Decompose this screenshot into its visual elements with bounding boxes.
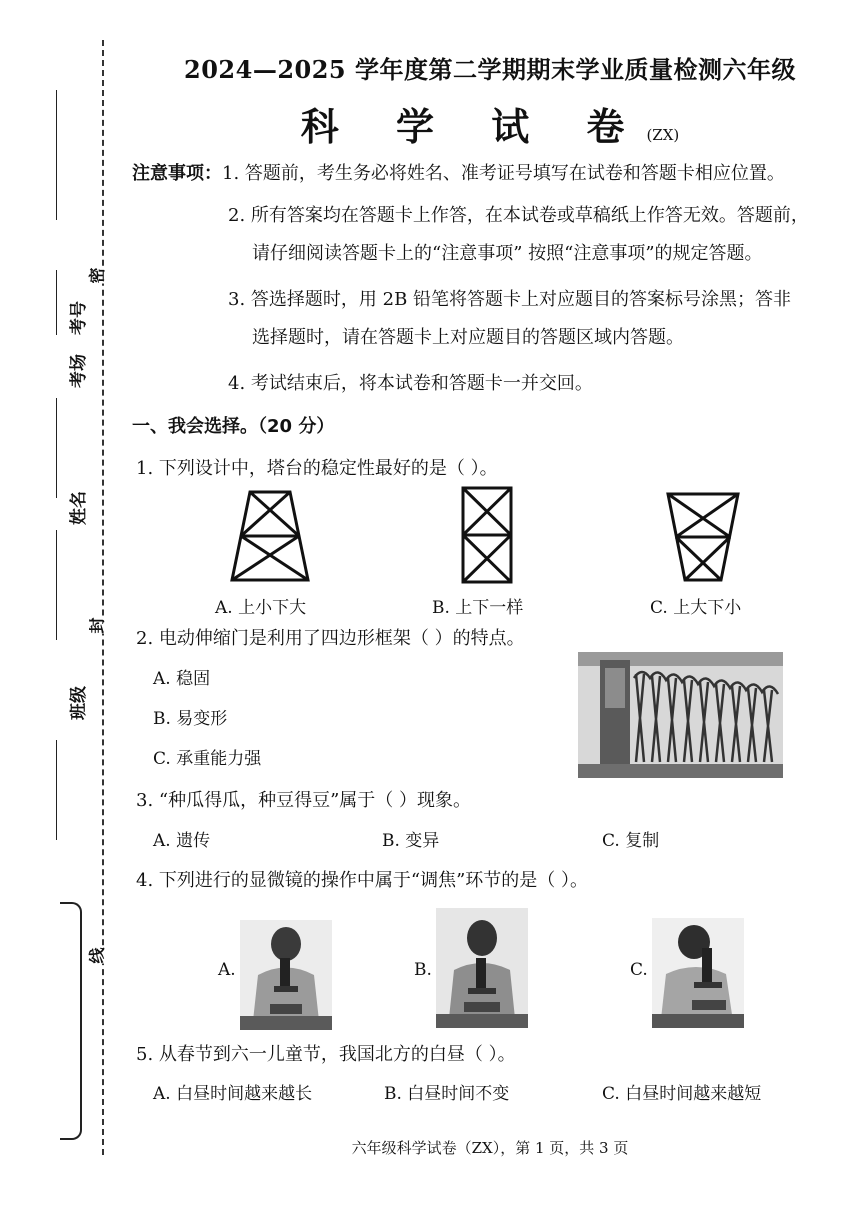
exam-title: 2024—2025 学年度第二学期期末学业质量检测六年级: [184, 55, 796, 84]
class-line-2: [56, 740, 57, 840]
seal-char-feng: 封: [83, 617, 110, 633]
page-footer: 六年级科学试卷（ZX），第 1 页，共 3 页: [351, 1139, 629, 1157]
note-item-2: 2. 所有答案均在答题卡上作答，在本试卷或草稿纸上作答无效。答题前，: [228, 205, 809, 226]
exam-number-field[interactable]: [30, 90, 89, 335]
question-1-option-a[interactable]: A. 上小下大: [215, 598, 307, 618]
seal-char-xian: 线: [83, 947, 110, 963]
note-item-3-cont: 选择题时，请在答题卡上对应题目的答题区域内答题。: [252, 327, 684, 348]
question-2-option-b[interactable]: B. 易变形: [153, 709, 228, 729]
question-2-option-c[interactable]: C. 承重能力强: [153, 749, 262, 769]
question-3-stem: 3. “种瓜得瓜，种豆得豆”属于（ ）现象。: [136, 790, 472, 811]
notes-label: 注意事项：: [132, 163, 222, 184]
seal-char-mi: 密: [83, 267, 110, 283]
question-2-option-a[interactable]: A. 稳固: [153, 669, 211, 689]
microscope-photo-b: [436, 908, 528, 1028]
microscope-photo-c: [652, 918, 744, 1028]
name-field[interactable]: [30, 430, 89, 580]
section-title: 一、我会选择。（20 分）: [132, 416, 335, 437]
question-4-option-a[interactable]: A.: [218, 960, 236, 980]
binding-bracket: [60, 902, 82, 1140]
question-1-stem: 1. 下列设计中，塔台的稳定性最好的是（ ）。: [136, 458, 498, 479]
question-3-option-b[interactable]: B. 变异: [382, 831, 440, 851]
question-3-option-c[interactable]: C. 复制: [602, 831, 660, 851]
subject-name: 科 学 试 卷: [300, 105, 647, 149]
binding-margin: [0, 0, 115, 1215]
class-line: [56, 570, 57, 640]
subject-title: [130, 96, 850, 151]
tower-top-small-icon: [228, 490, 312, 582]
question-4-option-b[interactable]: B.: [414, 960, 432, 980]
note-item-2-cont: 请仔细阅读答题卡上的“注意事项” 按照“注意事项”的规定答题。: [252, 243, 763, 264]
note-row-1: [132, 156, 785, 191]
name-label: 姓名: [69, 491, 89, 525]
note-item-1: 1. 答题前，考生务必将姓名、准考证号填写在试卷和答题卡相应位置。: [222, 163, 785, 184]
exam-room-label: 考场: [69, 354, 89, 388]
class-label: 班级: [69, 686, 89, 720]
question-1-option-c[interactable]: C. 上大下小: [650, 598, 742, 618]
question-5-option-a[interactable]: A. 白昼时间越来越长: [153, 1084, 313, 1104]
question-1-option-b[interactable]: B. 上下一样: [432, 598, 524, 618]
class-field[interactable]: [30, 570, 89, 840]
tower-top-large-icon: [665, 492, 741, 582]
exam-number-label: 考号: [69, 301, 89, 335]
exam-number-line: [56, 90, 57, 220]
question-4-option-c[interactable]: C.: [630, 960, 648, 980]
microscope-photo-a: [240, 920, 332, 1030]
question-3-option-a[interactable]: A. 遗传: [153, 831, 211, 851]
note-item-4: 4. 考试结束后，将本试卷和答题卡一并交回。: [228, 373, 593, 394]
tower-uniform-icon: [460, 486, 514, 584]
question-5-stem: 5. 从春节到六一儿童节，我国北方的白昼（ ）。: [136, 1044, 516, 1065]
note-item-3: 3. 答选择题时，用 2B 铅笔将答题卡上对应题目的答案标号涂黑；答非: [228, 289, 792, 310]
subject-code: (ZX): [646, 126, 680, 144]
question-4-stem: 4. 下列进行的显微镜的操作中属于“调焦”环节的是（ ）。: [136, 870, 589, 891]
question-5-option-c[interactable]: C. 白昼时间越来越短: [602, 1084, 762, 1104]
exam-room-line: [56, 270, 57, 335]
retractable-gate-photo: [578, 652, 783, 778]
question-5-option-b[interactable]: B. 白昼时间不变: [384, 1084, 510, 1104]
seal-dashed-line: [102, 40, 104, 1155]
question-2-stem: 2. 电动伸缩门是利用了四边形框架（ ）的特点。: [136, 628, 525, 649]
